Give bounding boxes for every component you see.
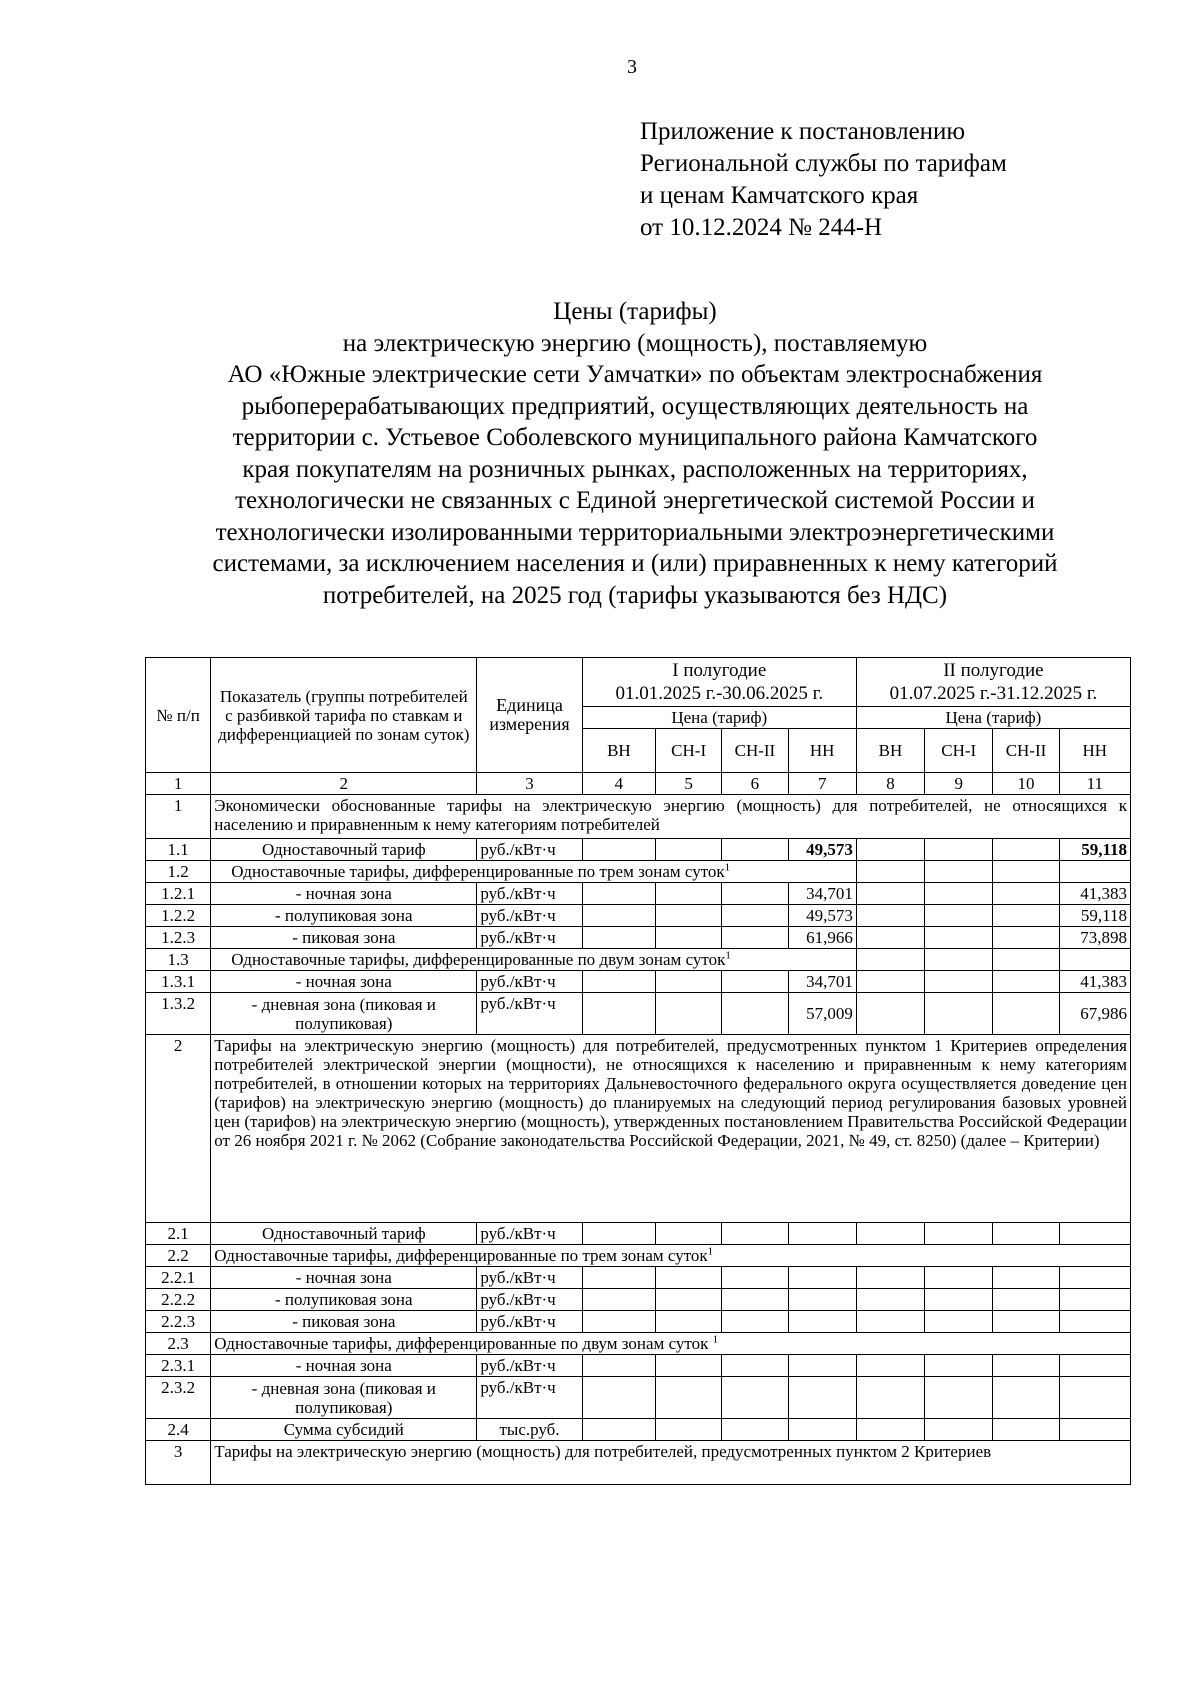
row-num: 2.3 [146,1333,211,1355]
row-name: - ночная зона [211,883,477,905]
title-line: территории с. Устьевое Соболевского муниципального района Камчатского [232,424,1038,451]
subsection-label: Одноставочные тарифы, дифференцированные по двум зонам суток [214,1334,709,1353]
row-num: 1.1 [146,839,211,861]
row-num: 1.2.1 [146,883,211,905]
row-name: - полупиковая зона [211,905,477,927]
table-row [146,971,1131,993]
row-unit: руб./кВт·ч [477,883,582,905]
value-nn-h1: 61,966 [788,927,856,949]
value-nn-h1: 57,009 [788,993,856,1035]
header-half1-title: I полугодие [672,660,767,681]
title-line: АО «Южные электрические сети Уамчатки» по объектам электроснабжения [227,361,1043,388]
tariff-table [145,657,1131,1485]
col-number: 5 [656,773,722,795]
col-number: 4 [582,773,655,795]
value-nn-h2: 41,383 [1059,971,1130,993]
row-num: 1.2.2 [146,905,211,927]
table-row [146,1377,1131,1419]
table-row [146,1419,1131,1441]
row-num: 2.3.1 [146,1355,211,1377]
page-number: 3 [627,56,637,78]
title-line: системами, за исключением населения и (или) приравненных к нему категорий [212,550,1058,577]
row-num: 2.2.2 [146,1289,211,1311]
header-indicator: Показатель (группы потребителей с разбивкой тарифа по ставкам и дифференциацией по зонам суток) [211,658,477,773]
row-num: 2 [146,1035,211,1223]
document-title [140,296,1130,611]
row-unit: руб./кВт·ч [477,1355,582,1377]
footnote-ref: 1 [724,861,731,874]
row-name: - дневная зона (пиковая и полупиковая) [211,993,477,1035]
table-row [146,905,1131,927]
value-nn-h1: 49,573 [788,905,856,927]
row-unit: руб./кВт·ч [477,1311,582,1333]
table-row [146,1267,1131,1289]
header-level-vn-1: ВН [582,729,655,773]
row-num: 2.2.3 [146,1311,211,1333]
header-unit: Единица измерения [477,658,582,773]
title-line: Цены (тарифы) [553,298,717,325]
footnote-ref: 1 [712,1333,719,1346]
row-name: - ночная зона [211,1267,477,1289]
col-number: 9 [925,773,993,795]
row-unit: руб./кВт·ч [477,1267,582,1289]
subsection-label: Одноставочные тарифы, дифференцированные по двум зонам суток [231,950,726,969]
table-row [146,1441,1131,1485]
row-name: - дневная зона (пиковая и полупиковая) [211,1377,477,1419]
section-text: Экономически обоснованные тарифы на электрическую энергию (мощность) для потребителей, не относящихся к населению и приравненным к нему категориям потребителей [211,795,1131,839]
header-price-2: Цена (тариф) [856,707,1130,729]
row-unit: руб./кВт·ч [477,971,582,993]
header-half2-period: 01.07.2025 г.-31.12.2025 г. [889,683,1098,704]
title-line: потребителей, на 2025 год (тарифы указываются без НДС) [322,581,948,609]
subsection-text [211,861,857,883]
value-nn-h2: 67,986 [1059,993,1130,1035]
row-name: - ночная зона [211,1355,477,1377]
header-level-vn-2: ВН [856,729,924,773]
row-name: Одноставочный тариф [211,839,477,861]
header-half2-title: II полугодие [943,660,1044,681]
col-number: 8 [856,773,924,795]
value-nn-h2: 59,118 [1059,905,1130,927]
row-unit: руб./кВт·ч [477,1377,582,1419]
table-row [146,927,1131,949]
table-row [146,839,1131,861]
table-row [146,883,1131,905]
row-name: - пиковая зона [211,927,477,949]
subsection-label: Одноставочные тарифы, дифференцированные по трем зонам суток [214,1246,708,1265]
appendix-line: Приложение к постановлению [640,118,966,145]
footnote-ref: 1 [707,1245,714,1258]
row-name: - полупиковая зона [211,1289,477,1311]
header-level-sn2-1: СН-II [722,729,788,773]
value-nn-h2: 41,383 [1059,883,1130,905]
appendix-block [640,116,1007,244]
table-row [146,861,1131,883]
header-price-1: Цена (тариф) [582,707,856,729]
row-num: 2.2 [146,1245,211,1267]
table-row [146,993,1131,1035]
row-num: 1.3.1 [146,971,211,993]
row-unit: руб./кВт·ч [477,1289,582,1311]
appendix-line: Региональной службы по тарифам [640,150,1007,177]
col-number: 6 [722,773,788,795]
col-number: 7 [788,773,856,795]
value-nn-h1: 34,701 [788,883,856,905]
row-num: 2.3.2 [146,1377,211,1419]
table-row [146,949,1131,971]
section-text: Тарифы на электрическую энергию (мощность) для потребителей, предусмотренных пунктом 2 Критериев [211,1441,1131,1485]
subsection-text [211,949,857,971]
header-level-sn2-2: СН-II [993,729,1059,773]
header-half1-period: 01.01.2025 г.-30.06.2025 г. [615,683,824,704]
title-line: технологически изолированными территориальными электроэнергетическими [215,518,1055,546]
footnote-ref: 1 [725,949,731,962]
appendix-line: и ценам Камчатского края [640,182,919,209]
table-row [146,1223,1131,1245]
col-number: 11 [1059,773,1130,795]
title-line: рыбоперерабатывающих предприятий, осуществляющих деятельность на [241,392,1029,420]
table-row [146,1333,1131,1355]
header-level-sn1-2: СН-I [925,729,993,773]
table-row [146,1245,1131,1267]
row-unit: тыс.руб. [477,1419,582,1441]
row-unit: руб./кВт·ч [477,1223,582,1245]
section-text: Тарифы на электрическую энергию (мощность) для потребителей, предусмотренных пунктом 1 Критериев определения потребителей электрической энергии (мощности), не относящихся к населению и приравненным к нему категориям потребителей, в отношении которых на территориях Дальневосточного федерального округа осуществляется доведение цен (тарифов) на электрическую энергию (мощность) до планируемых на следующий период регулирования базовых уровней цен (тарифов) на электрическую энергию (мощность), утвержденных постановлением Правительства Российской Федерации от 26 ноября 2021 г. № 2062 (Собрание законодательства Российской Федерации, 2021, № 49, ст. 8250) (далее – Критерии) [211,1035,1131,1223]
row-num: 2.2.1 [146,1267,211,1289]
subsection-label: Одноставочные тарифы, дифференцированные по трем зонам суток [231,862,725,881]
subsection-text [211,1245,1131,1267]
row-num: 3 [146,1441,211,1485]
row-name: Сумма субсидий [211,1419,477,1441]
row-unit: руб./кВт·ч [477,993,582,1035]
header-level-sn1-1: СН-I [656,729,722,773]
row-num: 1 [146,795,211,839]
row-unit: руб./кВт·ч [477,927,582,949]
col-number: 1 [146,773,211,795]
table-row [146,795,1131,839]
appendix-line: от 10.12.2024 № 244-Н [640,214,883,241]
table-row [146,1289,1131,1311]
row-name: - пиковая зона [211,1311,477,1333]
header-half2 [856,658,1130,707]
row-num: 1.2.3 [146,927,211,949]
table-row [146,1035,1131,1223]
value-nn-h2: 73,898 [1059,927,1130,949]
header-level-nn-2: НН [1059,729,1130,773]
row-num: 1.2 [146,861,211,883]
col-number: 10 [993,773,1059,795]
row-num: 1.3.2 [146,993,211,1035]
header-num: № п/п [146,658,211,773]
value-nn-h1: 34,701 [788,971,856,993]
col-number: 3 [477,773,582,795]
row-unit: руб./кВт·ч [477,905,582,927]
title-line: технологически не связанных с Единой энергетической системой России и [235,487,1035,514]
row-num: 2.1 [146,1223,211,1245]
col-number: 2 [211,773,477,795]
row-num: 2.4 [146,1419,211,1441]
row-unit: руб./кВт·ч [477,839,582,861]
table-row [146,1355,1131,1377]
value-nn-h1: 49,573 [788,839,856,861]
row-num: 1.3 [146,949,211,971]
row-name: - ночная зона [211,971,477,993]
header-half1 [582,658,856,707]
header-level-nn-1: НН [788,729,856,773]
title-line: на электрическую энергию (мощность), поставляемую [342,329,928,357]
row-name: Одноставочный тариф [211,1223,477,1245]
subsection-text [211,1333,1131,1355]
title-line: края покупателям на розничных рынках, расположенных на территориях, [242,455,1028,483]
table-row [146,1311,1131,1333]
value-nn-h2: 59,118 [1059,839,1130,861]
